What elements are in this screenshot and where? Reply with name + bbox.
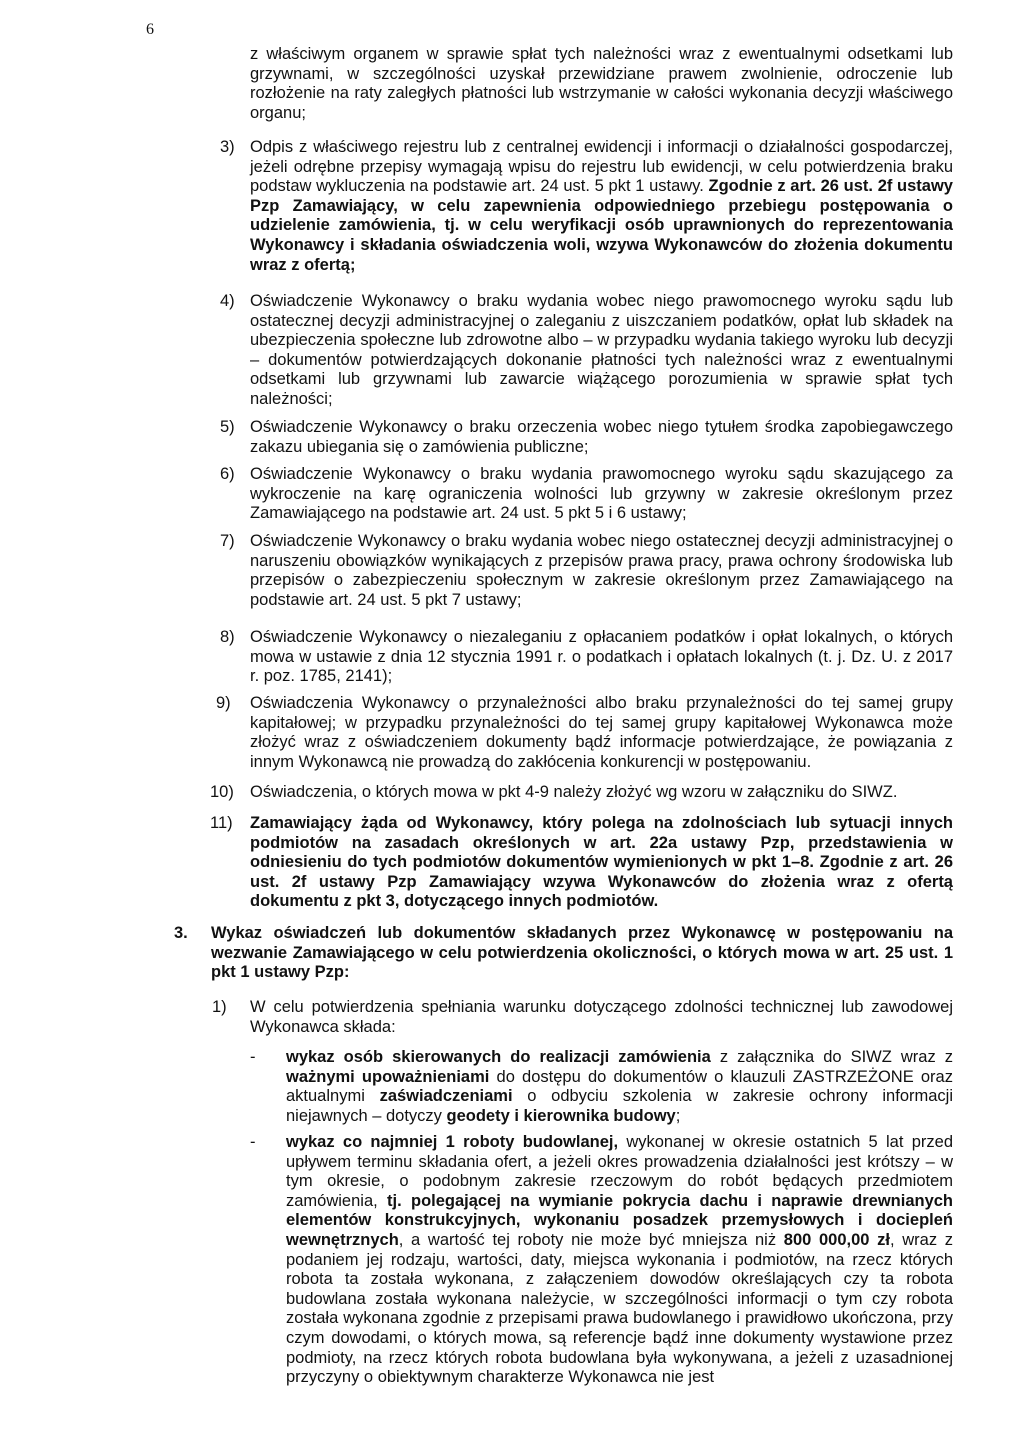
item-text-segment: Oświadczenie Wykonawcy o niezaleganiu z opłacaniem podatków i opłat lokalnych, o których mowa w ustawie z dnia 12 stycznia 1991 r. o podatkach i opłatach lokalnych (t. j. Dz. U. z 2017 r. poz. 1785, 2141); — [250, 628, 953, 686]
item-7-text — [250, 532, 953, 610]
item-9-text — [250, 694, 953, 772]
bullet-segment-bold: zaświadczeniami — [379, 1087, 513, 1106]
item-text-segment: Oświadczenia, o których mowa w pkt 4-9 należy złożyć wg wzoru w załączniku do SIWZ. — [250, 783, 898, 801]
item-text-segment: Oświadczenie Wykonawcy o braku wydania wobec niego prawomocnego wyroku sądu lub ostatecznej decyzji administracyjnej o zaleganiu z uiszczaniem podatków, opłat lub składek na ubezpieczenia społeczne lub zdrowotne albo – w przypadku wydania takiego wyroku lub decyzji – dokumentów potwierdzających dokonanie płatności tych należności wraz z ewentualnymi odsetkami lub grzywnami lub zawarcie wiążącego porozumienia w sprawie spłat tych należności; — [250, 292, 953, 408]
item-number: 11) — [210, 814, 233, 832]
bullet-1-text — [286, 1048, 953, 1126]
bullet-2-text — [286, 1133, 953, 1388]
item-4-text — [250, 292, 953, 410]
item-5-text — [250, 418, 953, 457]
bullet-segment-bold: geodety i kierownika budowy — [446, 1106, 676, 1125]
section-number: 3. — [174, 924, 188, 942]
item-number: 7) — [220, 532, 235, 550]
bullet-segment-bold: wykaz osób skierowanych do realizacji zamówienia — [286, 1048, 711, 1066]
item-8-text — [250, 628, 953, 687]
page-number: 6 — [146, 21, 154, 38]
item-number: 5) — [220, 418, 235, 436]
item-6-text — [250, 465, 953, 524]
item-text-segment-bold: Zamawiający żąda od Wykonawcy, który polega na zdolnościach lub sytuacji innych podmiotów na zasadach określonych w art. 22a ustawy Pzp, przedstawienia w odniesieniu do tych podmiotów dokumentów wymienionych w pkt 1–8. Zgodnie z art. 26 ust. 2f ustawy Pzp Zamawiający wzywa Wykonawców do złożenia wraz z ofertą dokumentu z pkt 3, dotyczącego innych podmiotów. — [250, 814, 953, 911]
item-number: 6) — [220, 465, 235, 483]
item-number: 10) — [210, 783, 234, 801]
bullet-segment: wykonanej w okresie ostatnich 5 lat przed upływem terminu składania ofert, a jeżeli okres prowadzenia działalności jest krótszy – w tym okresie, o podobnym zakresie rzeczowym do robót będących przedmiotem zamówienia, — [286, 1133, 953, 1210]
item-number: 4) — [220, 292, 235, 310]
item-text-segment: Odpis z właściwego rejestru lub z centralnej ewidencji i informacji o działalności gospodarczej, jeżeli odrębne przepisy wymagają wpisu do rejestru lub ewidencji, w celu potwierdzenia braku podstaw wykluczenia na podstawie art. 24 ust. 5 pkt 1 ustawy. — [250, 138, 953, 196]
bullet-dash: - — [250, 1133, 256, 1151]
item-number: 3) — [220, 138, 235, 156]
bullet-segment: o odbyciu szkolenia w zakresie ochrony informacji niejawnych – dotyczy — [286, 1087, 953, 1125]
item-text-segment: Oświadczenia Wykonawcy o przynależności albo braku przynależności do tej samej grupy kapitałowej; w przypadku przynależności do tej samej grupy kapitałowej Wykonawca może złożyć wraz z oświadczeniem dokumenty bądź informacje potwierdzające, że powiązania z innym Wykonawcą nie prowadzą do zakłócenia konkurencji w postępowaniu. — [250, 694, 953, 771]
item-text-segment: Oświadczenie Wykonawcy o braku wydania prawomocnego wyroku sądu skazującego za wykroczenie na karę ograniczenia wolności lub grzywny w zakresie określonym przez Zamawiającego na podstawie art. 24 ust. 5 pkt 5 i 6 ustawy; — [250, 465, 953, 523]
item-11-text — [250, 814, 953, 912]
item-number: 9) — [216, 694, 231, 712]
bullet-segment-bold: tj. polegającej na wymianie pokrycia dachu i naprawie drewnianych elementów konstrukcyjnych, wykonaniu posadzek przemysłowych i dociepleń wewnętrznych — [286, 1191, 954, 1249]
bullet-segment: ; — [675, 1106, 681, 1125]
item-text-segment: Oświadczenie Wykonawcy o braku wydania wobec niego ostatecznej decyzji administracyjnej o naruszeniu obowiązków wynikających z przepisów prawa pracy, prawa ochrony środowiska lub przepisów o zabezpieczeniu społecznym w zakresie określonym przez Zamawiającego na podstawie art. 24 ust. 5 pkt 7 ustawy; — [250, 532, 953, 609]
bullet-segment-bold: 800 000,00 zł — [783, 1230, 890, 1249]
subsection-text: W celu potwierdzenia spełniania warunku dotyczącego zdolności technicznej lub zawodowej Wykonawca składa: — [250, 998, 953, 1036]
bullet-segment: , wraz z podaniem jej rodzaju, wartości, daty, miejsca wykonania i podmiotów, na rzecz których robota ta została wykonana, z załączeniem dowodów określających czy ta robota budowlana została wykonana należycie, w szczególności informacji o tym czy robota została wykonana zgodnie z przepisami prawa budowlanego i prawidłowo ukończona, przy czym dowodami, o których mowa, są referencje bądź inne dokumenty wystawione przez podmioty, na rzecz których robota budowlana była wykonywana, a jeżeli z uzasadnionej przyczyny o obiektywnym charakterze Wykonawca nie jest — [286, 1230, 954, 1387]
bullet-segment-bold: ważnymi upoważnieniami — [286, 1067, 490, 1086]
item-text-segment: Oświadczenie Wykonawcy o braku orzeczenia wobec niego tytułem środka zapobiegawczego zakazu ubiegania się o zamówienia publiczne; — [250, 418, 953, 456]
bullet-segment-bold: wykaz co najmniej 1 roboty budowlanej, — [286, 1133, 619, 1151]
subsection-number: 1) — [212, 998, 227, 1016]
bullet-dash: - — [250, 1048, 256, 1066]
item-10-text — [250, 783, 953, 803]
section-heading: Wykaz oświadczeń lub dokumentów składanych przez Wykonawcę w postępowaniu na wezwanie Zamawiającego w celu potwierdzenia okoliczności, o których mowa w art. 25 ust. 1 pkt 1 ustawy Pzp: — [211, 924, 953, 982]
item-number: 8) — [220, 628, 235, 646]
intro-continuation: z właściwym organem w sprawie spłat tych należności wraz z ewentualnymi odsetkami lub grzywnami, w szczególności uzyskał przewidziane prawem zwolnienie, odroczenie lub rozłożenie na raty zaległych płatności lub wstrzymanie w całości wykonania decyzji właściwego organu; — [250, 45, 953, 122]
bullet-segment: do dostępu do dokumentów o klauzuli ZASTRZEŻONE oraz aktualnymi — [286, 1067, 953, 1106]
bullet-segment: z załącznika do SIWZ wraz z — [710, 1048, 953, 1066]
item-3-text — [250, 138, 953, 275]
bullet-segment: , a wartość tej roboty nie może być mniejsza niż — [398, 1230, 784, 1249]
item-text-segment-bold: Zgodnie z art. 26 ust. 2f ustawy Pzp Zamawiający, w celu zapewnienia odpowiedniego przebiegu postępowania o udzielenie zamówienia, tj. w celu weryfikacji osób uprawnionych do reprezentowania Wykonawcy i składania oświadczenia woli, wzywa Wykonawców do złożenia dokumentu wraz z ofertą; — [250, 177, 953, 274]
